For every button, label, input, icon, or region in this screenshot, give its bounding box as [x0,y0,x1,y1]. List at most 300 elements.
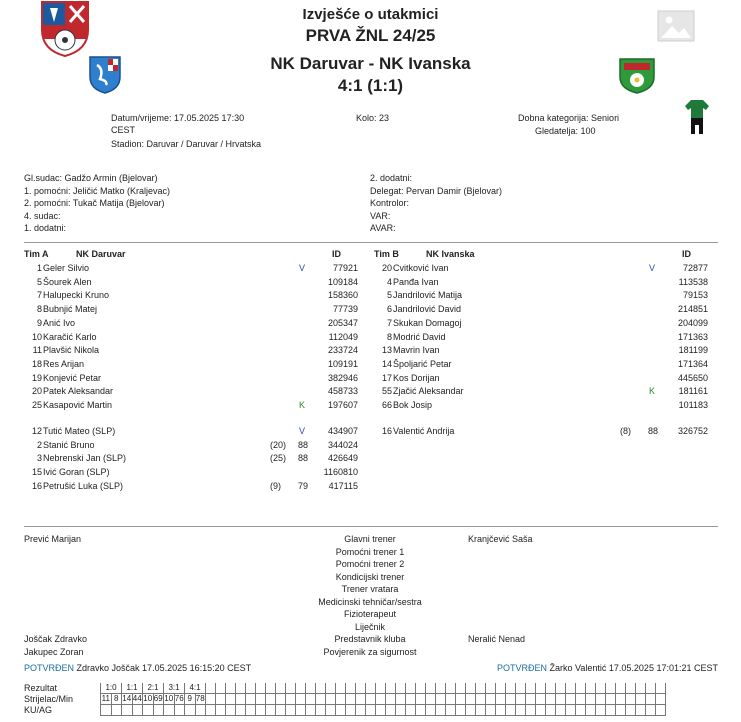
score-grid-cell [586,683,596,694]
player-row [374,331,714,344]
player-row [24,372,364,385]
player-name: Mavrin Ivan [393,345,440,356]
staff-role: Liječnik [354,621,385,632]
score-grid-cell [476,694,486,705]
score-grid-cell [586,705,596,716]
player-number: 8 [386,331,392,342]
player-id: 181161 [678,386,708,397]
player-id: 72877 [682,263,708,273]
player-name: Anić Ivo [43,317,76,328]
score-grid-cell [546,683,556,694]
score-grid-cell [636,694,646,705]
player-name: Geler Silvio [43,263,90,273]
player-id: 382946 [327,372,358,383]
confirm-left [24,662,251,675]
staff-role: Kondicijski trener [335,571,405,582]
score-grid-cell [626,694,636,705]
score-grid-cell [556,705,566,716]
score-grid-cell [626,683,636,694]
score-grid-cell [216,705,226,716]
score-grid-cell [616,694,626,705]
player-name: Stanić Bruno [43,439,95,450]
player-name: Patek Aleksandar [43,386,114,397]
staff-roles [270,533,470,658]
score-grid-row [101,683,666,694]
score-grid-row [101,694,666,705]
player-row [24,344,364,357]
score-grid-cell [576,694,586,705]
player-number: 18 [31,358,42,369]
confirm-left-text: Zdravko Joščak 17.05.2025 16:15:20 CEST [76,663,252,673]
score-grid-cell [416,705,426,716]
score-grid-cell [356,683,366,694]
score-grid-cell [296,694,306,705]
home-security: Jakupec Zoran [24,647,84,657]
score-grid-cell [296,683,306,694]
player-row [374,372,714,385]
team-a-name: NK Daruvar [76,249,126,259]
label-result: Rezultat [24,683,58,693]
score-grid-cell [132,705,143,716]
player-id: 344024 [327,439,358,450]
score-grid-cell [346,683,356,694]
score-grid-cell [276,705,286,716]
player-number: 20 [381,263,392,273]
confirm-right-tag: POTVRĐEN [497,663,548,673]
label-scorer: Strijelac/Min [24,694,74,704]
player-name: Skukan Domagoj [393,317,462,328]
score-grid-cell: 14 [122,694,132,703]
player-id: 77921 [332,263,358,273]
score-grid-cell [216,683,226,694]
score-grid-cell [516,694,526,705]
score-result-cell: 1:1 [122,683,143,694]
player-id: 109191 [327,358,358,369]
officials-left [24,172,170,235]
confirm-right-text: Žarko Valentić 17.05.2025 17:01:21 CEST [549,663,718,673]
official-fourth: 4. sudac: [24,210,61,221]
score-grid-cell [426,705,436,716]
score-grid-cell [246,705,256,716]
score-grid-cell [506,694,516,705]
score-grid-cell [416,683,426,694]
away-team-name: NK Ivanska [378,54,471,73]
player-id: 445650 [677,372,708,383]
team-b-label: Tim B [374,249,399,259]
player-id: 205347 [327,317,358,328]
player-name: Panđa Ivan [393,276,439,287]
divider [24,242,718,243]
score-grid-cell [426,694,436,705]
player-name: Bubnjić Matej [43,304,98,315]
player-name: Cvitković Ivan [393,263,449,273]
score-grid-cell [346,694,356,705]
player-number: 2 [36,439,42,450]
player-mark: V [649,263,656,273]
score-grid-cell [536,694,546,705]
score-grid-cell [206,705,216,716]
player-id: 458733 [327,386,358,397]
score-grid-cell [396,705,406,716]
player-name: Plavšić Nikola [43,345,100,356]
score-grid-cell [216,694,226,705]
score-grid-cell [236,694,246,705]
player-number: 7 [386,317,392,328]
player-row [24,317,364,330]
player-number: 14 [381,358,392,369]
score-grid-cell [656,705,666,716]
staff-role: Pomoćni trener 1 [335,546,405,557]
official-controller: Kontrolor: [370,198,410,208]
score-grid-cell: 10 [164,694,174,703]
player-name: Konjević Petar [43,372,102,383]
official-avar: AVAR: [370,223,396,233]
score-grid-cell [396,683,406,694]
player-row [374,289,714,302]
player-sub-for: (25) [270,453,287,464]
player-id: 171364 [677,358,708,369]
player-name: Valentić Andrija [393,426,455,436]
score-grid-cell [446,683,456,694]
score-grid-cell [546,694,556,705]
score-grid-cell [336,683,346,694]
player-id: 326752 [677,426,708,436]
score-grid-cell [496,705,506,716]
player-row [24,262,364,275]
score-grid-cell [536,705,546,716]
score-grid-row [101,705,666,716]
score-grid-cell [606,694,616,705]
team-b-id-header: ID [682,249,691,259]
score-grid-cell [296,705,306,716]
staff-role: Predstavnik kluba [334,634,406,644]
player-number: 12 [31,426,42,436]
report-title: Izvješće o utakmici [302,6,439,23]
player-id: 77739 [332,304,358,315]
player-number: 10 [31,331,42,342]
score-grid-cell [566,705,576,716]
score-grid-cell [236,683,246,694]
player-number: 16 [31,480,42,491]
player-mark: V [299,426,306,436]
score-grid-cell [576,705,586,716]
spectators: Gledatelja: 100 [535,126,596,136]
score-grid-cell [556,683,566,694]
score-grid-cell [556,694,566,705]
player-number: 8 [36,304,42,315]
player-name: Kasapović Martin [43,400,113,410]
score-result-cell: 1:0 [101,683,122,694]
away-head-coach: Kranjčević Saša [468,534,533,544]
league-title: PRVA ŽNL 24/25 [305,26,436,45]
player-row [24,425,364,438]
score-grid-cell [122,705,133,716]
player-name: Modrić David [393,331,446,342]
staff-role: Glavni trener [344,534,396,544]
score-grid-cell [486,683,496,694]
score-grid-cell [596,705,606,716]
player-number: 25 [31,400,42,410]
score-grid-cell [316,705,326,716]
player-id: 204099 [677,317,708,328]
score-grid-cell [486,705,496,716]
score-grid-cell [506,705,516,716]
match-datetime-block [111,112,261,150]
player-row [24,385,364,398]
score-grid-cell [616,683,626,694]
score-grid-cell [516,705,526,716]
player-name: Špoljarić Petar [393,358,452,369]
player-row [374,425,714,438]
score-grid-cell [466,705,476,716]
score-result-cell: 4:1 [185,683,206,694]
player-id: 171363 [677,331,708,342]
score-grid-cell [426,683,436,694]
player-sub-minute: 88 [298,439,309,450]
player-row [374,385,714,398]
score-grid-cell [276,694,286,705]
player-row [374,276,714,289]
score-grid-cell [466,683,476,694]
player-name: Res Arijan [43,358,85,369]
score-grid-cell [174,705,185,716]
score-grid-cell [366,705,376,716]
official-additional-2: 2. dodatni: [370,173,413,183]
home-club-rep: Joščak Zdravko [24,634,88,644]
score-grid-cell [576,683,586,694]
score-grid-cell [316,683,326,694]
kit-icon [684,98,710,136]
score-grid-cell [416,694,426,705]
score-grid-cell [476,683,486,694]
official-delegate: Delegat: Pervan Damir (Bjelovar) [370,185,503,196]
score-grid-cell [346,705,356,716]
player-number: 11 [32,345,42,356]
player-row [24,331,364,344]
score-grid-cell [356,694,366,705]
score-grid-cell [436,694,446,705]
player-name: Jandrilović Matija [393,290,463,301]
player-row [24,289,364,302]
score-grid-cell [456,705,466,716]
score-grid-cell [606,683,616,694]
score-grid-cell [336,694,346,705]
player-name: Ivić Goran (SLP) [43,467,110,478]
player-id: 101183 [678,400,708,410]
score-grid-cell [306,705,316,716]
player-row [24,358,364,371]
official-var: VAR: [370,210,391,221]
score-grid-cell [164,705,175,716]
player-sub-for: (8) [620,426,631,436]
score-grid-cell [286,705,296,716]
score-grid-cell [546,705,556,716]
score-grid-cell [536,683,546,694]
official-additional-1: 1. dodatni: [24,223,67,233]
score-grid-cell: 8 [111,694,122,705]
player-number: 15 [31,467,42,478]
player-id: 426649 [327,453,358,464]
player-sub-for: (9) [270,480,281,491]
score-grid-cell: 9 [185,694,196,705]
player-row [374,303,714,316]
player-row [24,439,364,452]
player-name: Karačić Karlo [43,331,97,342]
score-grid-cell [656,694,666,705]
score-grid-cell [406,683,416,694]
player-sub-minute: 79 [298,480,309,491]
score-grid-cell [226,694,236,705]
player-number: 5 [36,276,42,287]
player-mark: V [299,263,306,273]
player-row [374,399,714,412]
player-name: Šourek Alen [43,276,92,287]
score-grid-cell: 11 [101,694,110,703]
player-id: 1160810 [323,467,358,478]
score-grid-cell [436,705,446,716]
score-grid-cell [111,705,122,716]
player-name: Jandrilović David [393,304,462,315]
score-grid-cell [236,705,246,716]
score-grid-cell [646,694,656,705]
score-grid-cell [276,683,286,694]
confirm-left-tag: POTVRĐEN [24,663,75,673]
score-result-cell: 3:1 [164,683,185,694]
player-sub-minute: 88 [298,453,309,464]
score-grid-cell [266,694,276,705]
score-grid-cell [326,683,336,694]
score-grid-cell [185,705,196,716]
score-grid-cell [256,683,266,694]
player-number: 7 [36,290,42,301]
player-number: 55 [381,386,392,397]
player-id: 113538 [678,276,708,287]
player-id: 434907 [327,426,358,436]
score-grid-cell [376,694,386,705]
score-grid-cell [526,683,536,694]
official-referee: Gl.sudac: Gadžo Armin (Bjelovar) [24,173,158,183]
player-id: 197607 [327,400,358,410]
score-grid-cell [376,705,386,716]
player-number: 1 [36,263,42,273]
score-grid-cell [206,694,216,705]
team-a-label: Tim A [24,249,49,259]
score-grid-cell [406,694,416,705]
score-grid [100,683,666,716]
staff-role: Povjerenik za sigurnost [323,646,417,657]
player-id: 233724 [327,345,358,356]
score-grid-cell [606,705,616,716]
player-mark: K [649,386,656,397]
confirm-right [497,662,718,675]
score-grid-cell [266,705,276,716]
score-grid-cell [456,694,466,705]
score-grid-cell [496,683,506,694]
score-grid-cell [526,705,536,716]
player-name: Nebrenski Jan (SLP) [43,453,127,464]
score-grid-cell [386,705,396,716]
score-grid-cell [143,705,154,716]
match-datetime: Datum/vrijeme: 17.05.2025 17:30 [111,113,245,123]
score-grid-cell [356,705,366,716]
official-assistant-2: 2. pomoćni: Tukač Matija (Bjelovar) [24,198,165,208]
player-number: 6 [386,304,392,315]
score-grid-cell [226,705,236,716]
score-grid-cell: 76 [174,694,184,703]
score-grid-cell: 10 [143,694,153,703]
score-grid-cell [266,683,276,694]
score-grid-cell [336,705,346,716]
player-name: Kos Dorijan [393,372,440,383]
staff-role: Pomoćni trener 2 [335,559,405,569]
score-grid-cell [486,694,496,705]
player-number: 9 [36,317,42,328]
player-name: Halupecki Kruno [43,290,110,301]
official-assistant-1: 1. pomoćni: Jeličić Matko (Kraljevac) [24,185,171,196]
home-head-coach: Prević Marijan [24,534,82,544]
score-grid-cell [526,694,536,705]
score-grid-cell [566,683,576,694]
player-row [24,466,364,479]
label-ku-ag: KU/AG [24,705,53,715]
player-row [24,480,364,493]
player-number: 5 [386,290,392,301]
age-category: Dobna kategorija: Seniori [518,113,620,123]
player-row [374,358,714,371]
player-number: 16 [381,426,392,436]
player-number: 66 [381,400,392,410]
score-grid-cell [596,683,606,694]
player-row [24,276,364,289]
player-id: 79153 [682,290,708,301]
score-grid-cell [366,683,376,694]
score-grid-cell [246,694,256,705]
final-score: 4:1 (1:1) [337,76,404,95]
score-grid-cell [396,694,406,705]
match-timezone: CEST [111,125,136,135]
player-row [374,344,714,357]
score-grid-cell: 69 [153,694,163,703]
score-grid-cell [616,705,626,716]
score-grid-cell [326,705,336,716]
player-id: 417115 [328,480,358,491]
score-grid-cell [386,683,396,694]
player-id: 158360 [327,290,358,301]
match-round: Kolo: 23 [356,113,390,123]
score-grid-cell [206,683,216,694]
player-name: Bok Josip [393,400,433,410]
score-grid-cell [306,694,316,705]
match-teams [0,54,741,74]
score-grid-cell [366,694,376,705]
player-number: 13 [381,345,392,356]
score-grid-cell [626,705,636,716]
score-grid-cell [326,694,336,705]
match-stadium: Stadion: Daruvar / Daruvar / Hrvatska [111,139,262,149]
score-grid-cell [566,694,576,705]
officials-right [370,172,502,235]
player-number: 17 [381,372,392,383]
score-grid-cell [226,683,236,694]
score-grid-cell [386,694,396,705]
player-mark: K [299,400,306,410]
score-grid-cell [256,694,266,705]
score-grid-cell [596,694,606,705]
player-number: 20 [31,386,42,397]
score-grid-cell [636,683,646,694]
player-number: 19 [31,372,42,383]
score-grid-cell [256,705,266,716]
